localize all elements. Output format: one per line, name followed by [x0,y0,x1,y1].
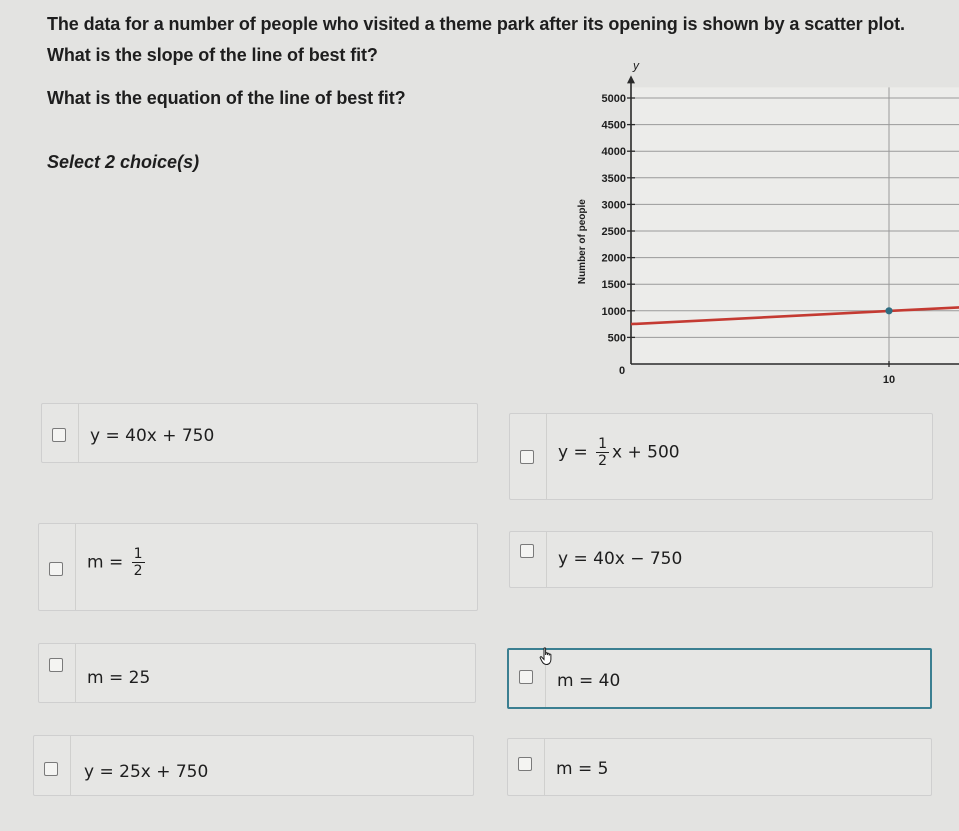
option-a-label: y = 40x + 750 [90,426,215,446]
option-g-checkbox[interactable] [44,762,58,776]
option-d-label: y = 40x − 750 [558,549,683,569]
option-a[interactable] [41,403,478,463]
y-tick-label: 500 [607,332,626,345]
option-a-checkbox[interactable] [52,428,66,442]
data-point [885,307,892,314]
x-tick-label: 10 [882,374,896,386]
origin-label: 0 [618,365,626,377]
y-tick-label: 1500 [601,279,626,292]
option-c-checkbox[interactable] [49,562,63,576]
option-b-checkbox[interactable] [520,450,534,464]
slope-question: What is the slope of the line of best fit? [47,45,378,65]
option-c[interactable] [38,523,478,611]
y-tick-label: 4000 [601,146,626,159]
equation-question: What is the equation of the line of best fit? [47,88,406,108]
option-e-checkbox[interactable] [49,658,63,672]
y-axis-letter: y [633,58,639,73]
option-g-label: y = 25x + 750 [84,762,209,782]
option-f[interactable] [507,648,932,709]
option-e[interactable] [38,643,476,703]
option-e-label: m = 25 [87,668,151,688]
option-g[interactable] [33,735,474,796]
hand-cursor-icon [539,647,555,667]
y-tick-label: 3500 [601,172,626,185]
y-tick-label: 1000 [601,305,626,318]
option-f-checkbox[interactable] [519,670,533,684]
option-b[interactable] [509,413,933,500]
option-f-label: m = 40 [557,671,621,691]
y-tick-label: 2500 [601,226,626,238]
option-d-checkbox[interactable] [520,544,534,558]
question-text: The data for a number of people who visited a theme park after its opening is shown by a scatter plot. [47,14,905,34]
option-h-label: m = 5 [556,759,609,779]
option-b-label: y = $\frac{1}{2}$ x + 500 [558,436,680,469]
y-axis-title: Number of people [577,199,588,285]
option-c-label: m = $\frac{1}{2}$ [87,546,143,579]
y-tick-label: 5000 [601,93,626,105]
y-tick-label: 3000 [601,199,626,212]
y-axis-arrow [627,75,635,83]
option-h[interactable] [507,738,932,796]
option-h-checkbox[interactable] [518,757,532,771]
y-tick-label: 2000 [601,252,626,265]
selection-instruction: Select 2 choice(s) [47,152,200,172]
y-tick-label: 4500 [601,119,626,132]
option-d[interactable] [509,531,933,588]
